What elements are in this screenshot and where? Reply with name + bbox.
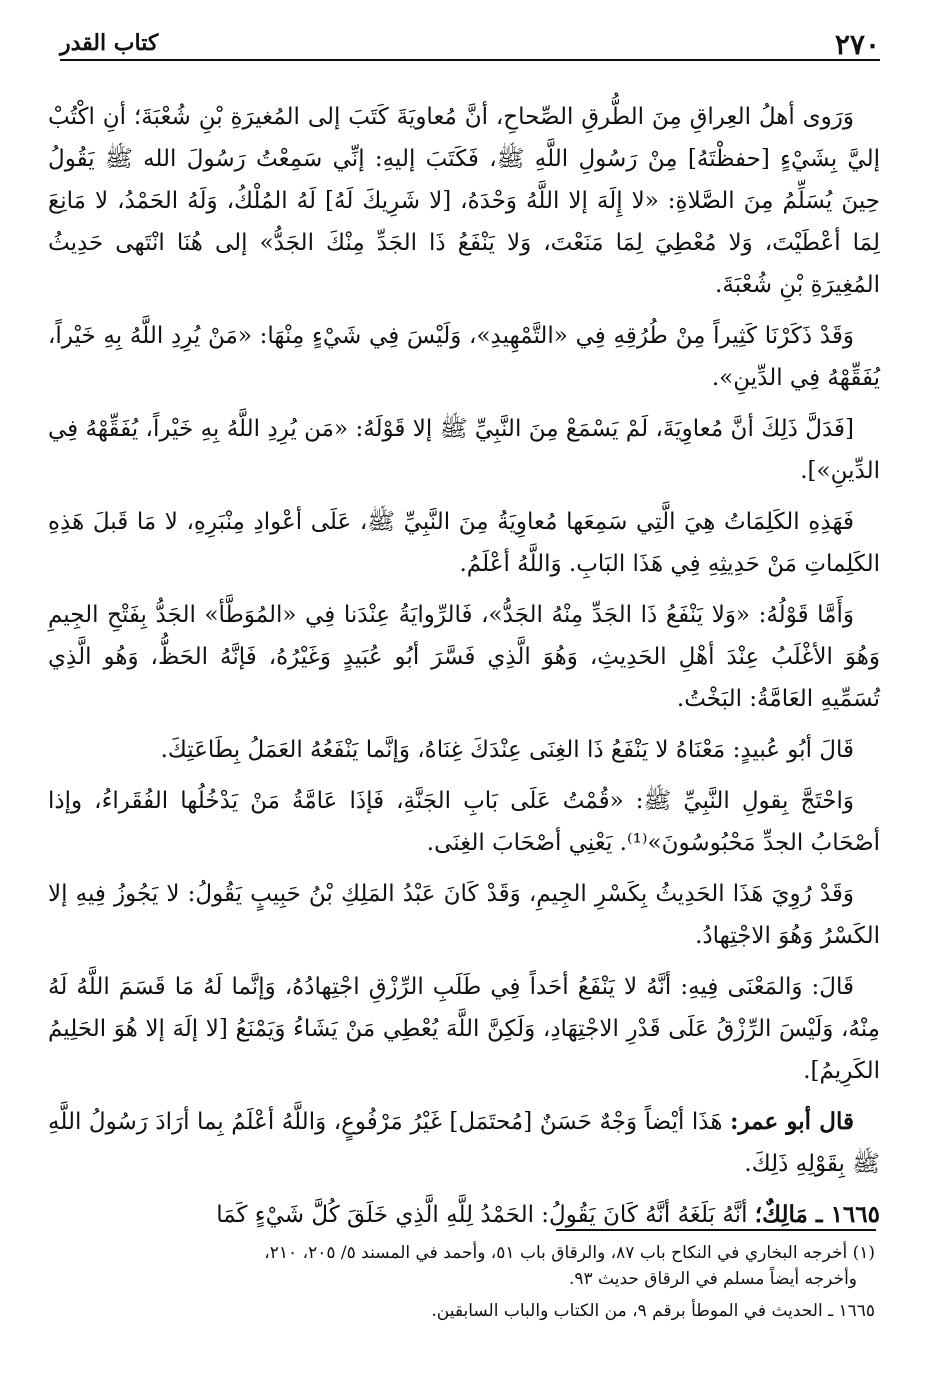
page-header — [60, 28, 880, 66]
paragraph-text: أنَّهُ بَلَغَهُ أنَّهُ كَانَ يَقُولُ: الحَمْدُ لِلَّهِ الَّذِي خَلَقَ كُلَّ شَيْءٍ كَمَا — [216, 1202, 755, 1228]
paragraph-text: وَرَوى أهلُ العِراقِ مِنَ الطُّرقِ الصِّحاحِ، أنَّ مُعاويَةَ كَتَبَ إلى المُغيرَةِ بْنِ شُعْبَةَ؛ أنِ اكْتُبْ إليَّ بِشَيْءٍ [حفظْتَهُ] مِنْ رَسُولِ اللَّهِ ﷺ، فَكَتَبَ إليهِ: إنِّي سَمِعْتُ رَسُولَ الله ﷺ يَقُولُ حِينَ يُسَلِّمُ مِنَ الصَّلاةِ: «لا إِلَهَ إلا اللَّهُ وَحْدَهُ، [لا شَرِيكَ لَهُ] لَهُ المُلْكُ، وَلَهُ الحَمْدُ، لا مَانِعَ لِمَا أعْطَيْتَ، وَلا مُعْطِيَ لِمَا مَنَعْتَ، وَلا يَنْفَعُ ذَا الجَدِّ مِنْكَ الجَدُّ» إلى هُنَا انْتَهى حَدِيثُ المُغِيرَةِ بْنِ شُعْبَةَ. — [48, 104, 880, 298]
book-title: كتاب القدر — [60, 30, 159, 56]
footnote-2: ١٦٦٥ ـ الحديث في الموطأ برقم ٩، من الكتاب والباب السابقين. — [431, 1301, 875, 1321]
paragraph-text: قَالَ: وَالمَعْنَى فِيهِ: أنَّهُ لا يَنْفَعُ أحَداً فِي طَلَبِ الرِّزْقِ اجْتِهادُهُ، وَإنَّما لَهُ مَا قَسَمَ اللَّهُ لَهُ مِنْهُ، وَلَيْسَ الرِّزْقُ عَلَى قَدْرِ الاجْتِهَادِ، وَلَكِنَّ اللَّهَ يُعْطِي مَنْ يَشَاءُ وَيَمْنَعُ [لا إلَهَ إلا هُوَ الحَلِيمُ الكَرِيمُ]. — [48, 974, 880, 1084]
paragraph-text: فَهَذِهِ الكَلِمَاتُ هِيَ الَّتِي سَمِعَها مُعاوِيَةُ مِنَ النَّبِيِّ ﷺ، عَلَى أعْوادِ مِنْبَرِهِ، لا مَا قَبلَ هَذِهِ الكَلِماتِ مَنْ حَدِيثِهِ فِي هَذَا البَابِ. وَاللَّهُ أعْلَمُ. — [48, 509, 880, 577]
main-text — [48, 96, 880, 1245]
footnote-1: (١) أخرجه البخاري في النكاح باب ٨٧، والرقاق باب ٥١، وأحمد في المسند ٥/ ٢٠٥، ٢١٠، — [264, 1243, 875, 1263]
paragraph-text: قَالَ أبُو عُبيدٍ: مَعْنَاهُ لا يَنْفَعُ ذَا الغِنَى عِنْدَكَ غِنَاهُ، وَإنَّما يَنْفَعُهُ العَمَلُ بِطَاعَتِكَ. — [160, 737, 854, 763]
page-number: ٢٧٠ — [834, 28, 880, 61]
paragraph-text: وَأَمَّا قَوْلُهُ: «وَلا يَنْفَعُ ذَا الجَدِّ مِنْهُ الجَدُّ»، فَالرِّوايَةُ عِنْدَنا فِي «المُوَطَّأ» الجَدُّ بِفَتْحِ الجِيمِ وَهُوَ الأغْلَبُ عِنْدَ أهْلِ الحَدِيثِ، وَهُوَ الَّذِي فَسَّرَ أبُو عُبَيدٍ وَغَيْرُهُ، فَإنَّهُ الحَظُّ، وَهُو الَّذِي تُسَمِّيهِ العَامَّةُ: البَخْتُ. — [48, 602, 880, 712]
paragraph — [48, 780, 880, 864]
header-rule — [60, 59, 880, 61]
paragraph — [48, 729, 880, 771]
footnotes — [60, 1240, 875, 1324]
paragraph-text: وَقَدْ ذَكَرْنَا كَثِيراً مِنْ طُرُقِهِ فِي «التَّمْهِيدِ»، وَلَيْسَ فِي شَيْءٍ مِنْهَا: «مَنْ يُرِدِ اللَّهُ بِهِ خَيْراً، يُفَقِّهْهُ فِي الدِّينِ». — [48, 323, 880, 391]
footnote-1-continued: وأخرجه أيضاً مسلم في الرقاق حديث ٩٣. — [568, 1269, 857, 1289]
paragraph — [48, 408, 880, 492]
paragraph-text: وَاحْتَجَّ بِقولِ النَّبِيِّ ﷺ: «قُمْتُ عَلَى بَابِ الجَنَّةِ، فَإذَا عَامَّةُ مَنْ يَدْخُلُها الفُقَراءُ، وإذا أصْحَابُ الجدِّ مَحْبُوسُونَ»⁽¹⁾. يَعْنِي أصْحَابَ الغِنَى. — [48, 788, 880, 856]
paragraph-lead: قال أبو عمر: — [729, 1108, 854, 1135]
hadith-number: ١٦٦٥ ـ مَالِكٌ؛ — [754, 1201, 880, 1228]
paragraph-text: وَقَدْ رُوِيَ هَذَا الحَدِيثُ بِكَسْرِ الجِيمِ، وَقَدْ كَانَ عَبْدُ المَلِكِ بْنُ حَبِيبٍ يَقُولُ: لا يَجُوزُ فِيهِ إلا الكَسْرُ وَهُوَ الاجْتِهادُ. — [48, 881, 880, 949]
paragraph — [48, 501, 880, 585]
paragraph — [48, 315, 880, 399]
paragraph — [48, 966, 880, 1092]
paragraph-text: [فَدَلَّ ذَلِكَ أنَّ مُعاوِيَةَ، لَمْ يَسْمَعْ مِنَ النَّبِيِّ ﷺ إلا قَوْلَهُ: «مَن يُرِدِ اللَّهُ بِهِ خَيْراً، يُفَقِّهْهُ فِي الدِّينِ»]. — [48, 416, 880, 484]
paragraph — [48, 1101, 880, 1185]
paragraph — [48, 594, 880, 720]
paragraph-text: هَذَا أيْضاً وَجْهٌ حَسَنٌ [مُحتَمَل] غَيْرُ مَرْفُوعٍ، وَاللَّهُ أعْلَمُ بِما أرَادَ رَسُولُ اللَّهِ ﷺ بِقَوْلِهِ ذَلِكَ. — [48, 1109, 880, 1177]
paragraph — [48, 873, 880, 957]
paragraph — [48, 96, 880, 306]
footnote-rule — [556, 1229, 876, 1231]
